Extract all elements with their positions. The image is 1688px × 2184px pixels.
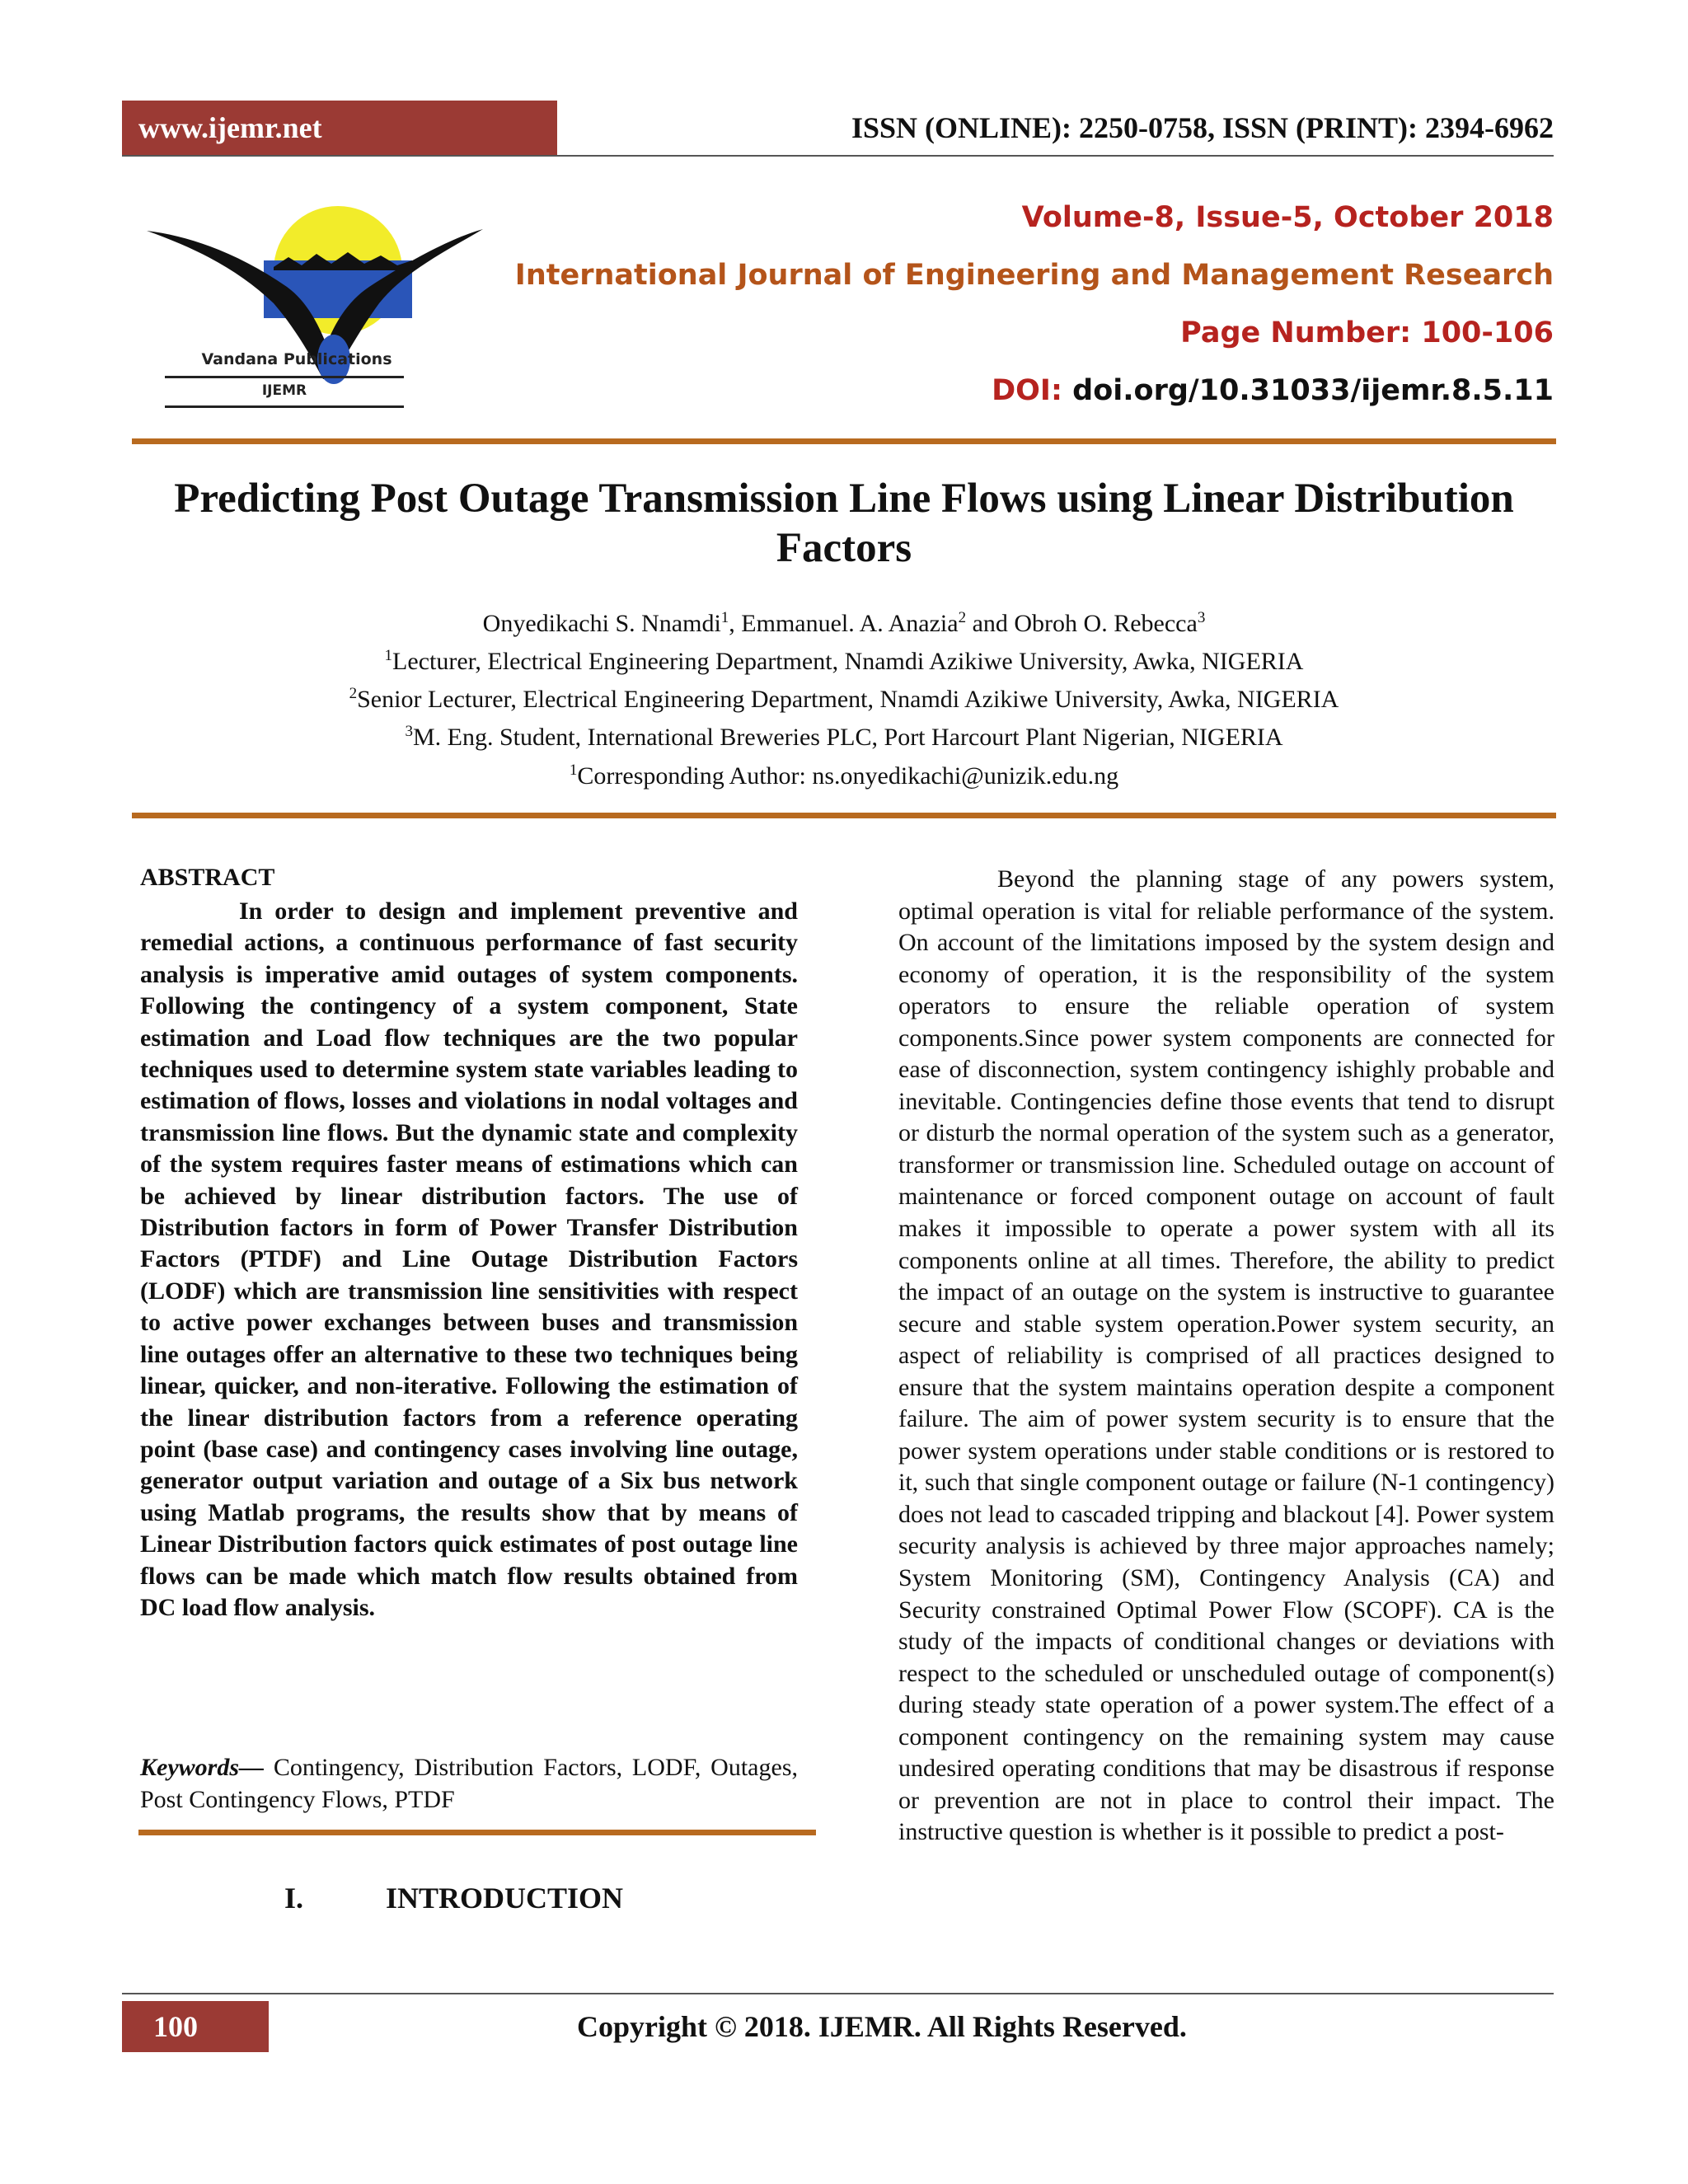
page-number: 100	[153, 2010, 198, 2043]
corresponding-author: $^1$Corresponding Author: ns.onyedikachi@unizik.edu.ng	[569, 762, 1119, 790]
keywords-label: Keywords—	[140, 1754, 264, 1781]
author-1: Onyedikachi S. Nnamdi	[482, 610, 721, 637]
doi-label: DOI:	[992, 374, 1062, 407]
paper-title: Predicting Post Outage Transmission Line Flows using Linear Distribution Factors	[174, 476, 1514, 571]
keywords-text: Contingency, Distribution Factors, LODF, Outages, Post Contingency Flows, PTDF	[140, 1754, 798, 1813]
section-number: I.	[284, 1882, 304, 1915]
title-rule-top	[132, 438, 1556, 444]
keywords-rule	[138, 1830, 816, 1835]
author-block	[132, 602, 1556, 753]
author-2: Emmanuel. A. Anazia	[741, 610, 959, 637]
publisher-name: Vandana Publications	[201, 350, 392, 368]
copyright-notice: Copyright © 2018. IJEMR. All Rights Reserved.	[577, 2010, 1187, 2043]
section-title: INTRODUCTION	[386, 1882, 624, 1915]
title-rule-bottom	[132, 813, 1556, 818]
issn-text: ISSN (ONLINE): 2250-0758, ISSN (PRINT): 2394-6962	[851, 111, 1554, 144]
header-rule	[122, 155, 1554, 157]
doi-value[interactable]: doi.org/10.31033/ijemr.8.5.11	[1072, 374, 1554, 407]
author-line: Onyedikachi S. Nnamdi$^1$, Emmanuel. A. Anazia$^2$ and Obroh O. Rebecca$^3$	[482, 609, 1206, 637]
footer-rule	[122, 1993, 1554, 1994]
introduction-text: Beyond the planning stage of any powers system, optimal operation is vital for reliable performance of the system. On account of the limitations imposed by the system design and economy of operation, it is the responsibility of the system operators to ensure the reliable operation of system components.Since power system components are connected for ease of disconnection, system contingency ishighly probable and inevitable. Contingencies define those events that tend to disrupt or disturb the normal operation of the system such as a generator, transformer or transmission line. Scheduled outage on account of maintenance or forced component outage on account of fault makes it impossible to operate a power system with all its components online at all times. Therefore, the ability to predict the impact of an outage on the system is instructive to guarantee secure and stable system operation.Power system security, an aspect of reliability is comprised of all practices designed to ensure that the system maintains operation despite a component failure. The aim of power system security is to ensure that the power system operations under stable conditions or is restored to it, such that single component outage or failure (N-1 contingency) does not lead to cascaded tripping and blackout [4]. Power system security analysis is achieved by three major approaches namely; System Monitoring (SM), Contingency Analysis (CA) and Security constrained Optimal Power Flow (SCOPF). CA is the study of the impacts of conditional changes or deviations with respect to the scheduled or unscheduled outage of component(s) during steady state operation of a power system.The effect of a component contingency on the remaining system may cause undesired operating conditions that may be disastrous if response or prevention are not in place to control their impact. The instructive question is whether is it possible to predict a post-	[898, 865, 1554, 1846]
affiliation-3: $^3$M. Eng. Student, International Breweries PLC, Port Harcourt Plant Nigerian, NIGERIA	[405, 723, 1283, 751]
journal-name: International Journal of Engineering and Management Research	[514, 259, 1554, 292]
affiliation-2: $^2$Senior Lecturer, Electrical Engineering Department, Nnamdi Azikiwe University, Awka, NIGERIA	[349, 685, 1339, 713]
logo-abbrev: IJEMR	[261, 382, 307, 399]
author-3: Obroh O. Rebecca	[1014, 610, 1198, 637]
website-url[interactable]: www.ijemr.net	[138, 111, 322, 144]
abstract-text: In order to design and implement preventive and remedial actions, a continuous performance of fast security analysis is imperative amid outages of system components. Following the contingency of a system component, State estimation and Load flow techniques are the two popular techniques used to determine system state variables leading to estimation of flows, losses and violations in nodal voltages and transmission line flows. But the dynamic state and complexity of the system requires faster means of estimations which can be achieved by linear distribution factors. The use of Distribution factors in form of Power Transfer Distribution Factors (PTDF) and Line Outage Distribution Factors (LODF) which are transmission line sensitivities with respect to active power exchanges between buses and transmission line outages offer an alternative to these two techniques being linear, quicker, and non-iterative. Following the estimation of the linear distribution factors from a reference operating point (base case) and contingency cases involving line outage, generator output variation and outage of a Six bus network using Matlab programs, the results show that by means of Linear Distribution factors quick estimates of post outage line flows can be made which match flow results obtained from DC load flow analysis.	[140, 898, 798, 1621]
keywords	[140, 1752, 798, 1816]
page-range: Page Number: 100-106	[1180, 316, 1554, 349]
publisher-logo	[140, 188, 486, 419]
affiliation-1: $^1$Lecturer, Electrical Engineering Department, Nnamdi Azikiwe University, Awka, NIGERIA	[384, 647, 1304, 675]
volume-issue: Volume-8, Issue-5, October 2018	[1021, 201, 1554, 234]
abstract-heading: ABSTRACT	[140, 864, 275, 891]
doi[interactable]	[992, 374, 1554, 407]
